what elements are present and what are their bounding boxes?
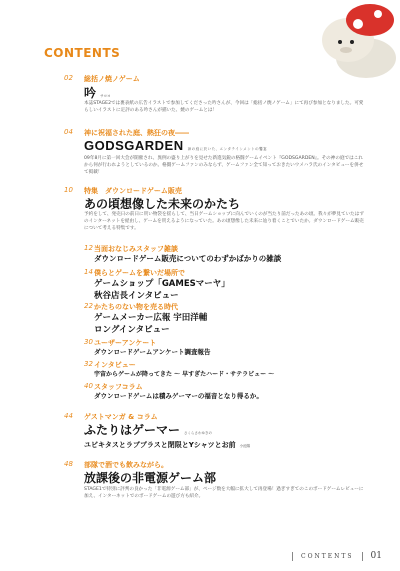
entry-kicker: ユーザーアンケート: [94, 339, 157, 347]
entry-description: 本誌STAGE2では裏表紙の広告イラストで参加してくださった吟さんが、今回は「総括ノ焼ノゲーム」にて再び参加となりました。可愛らしいイラストに定評のある吟さんが描いた、焼のゲームとは！: [84, 101, 364, 113]
footer-page-number: 01: [370, 551, 382, 561]
entry-heading: GODSGARDEN 神の庭に於いた、エンタテインメントの饗宴: [84, 138, 268, 153]
entry-kicker: 部隊で酒でも飲みながら。: [84, 461, 168, 469]
entry-kicker: 総括ノ焼ノゲーム: [84, 75, 140, 83]
page-number: 30: [84, 338, 93, 346]
page-number: 32: [84, 360, 93, 368]
footer-divider: [362, 552, 363, 561]
mascot-illustration: [308, 0, 400, 78]
entry-heading-line2: 秋谷店長インタビュー: [94, 291, 179, 301]
page-number: 40: [84, 382, 93, 390]
page-title: CONTENTS: [44, 46, 121, 60]
footer-label: CONTENTS: [301, 552, 354, 560]
entry-kicker: 神に祝福された庭、熱狂の夜――: [84, 129, 189, 137]
entry-heading: ふたりはゲーマー さくらさわゆきの: [84, 423, 213, 437]
entry-heading: ダウンロードゲームアンケート調査報告: [94, 348, 211, 356]
entry-kicker: 特集 ダウンロードゲーム販売: [84, 187, 182, 195]
entry-heading-line2: ロングインタビュー: [94, 325, 170, 335]
entry-kicker: スタッフコラム: [94, 383, 143, 391]
entry-heading-line2: ユビキタスとラブプラスと閉限とYシャツとお前 小池陽: [84, 441, 251, 449]
page-number: 04: [64, 128, 73, 136]
entry-kicker: かたちのない物を売る時代: [94, 303, 178, 311]
entry-heading: ゲームメーカー広報 宇田洋輔: [94, 313, 208, 323]
entry-description: 予約をして、発売日の前日に買い物袋を揺らして、当日ゲームショップに向んでいくのが当たり前だったあの頃。我々が夢見ていたはずのインターネットを経由し、ゲームを買えるようになっていた。あの頃想像した未来に辿り着くことでいたか。ダウンロードゲーム販売について考える特集です。: [84, 212, 364, 231]
entry-description: STAGE1で特別に評判の良かった「非電源ゲーム部」が、ページ数を大幅に拡大して再登場！過ぎすぎてのこのボードゲームレビューに加え、インターネットでのボードゲームの遊び方も紹介。: [84, 487, 364, 499]
entry-kicker: インタビュー: [94, 361, 136, 369]
entry-heading: 宇宙からゲームが降ってきた 〜 早すぎたハード・サテラビュー 〜: [94, 371, 275, 378]
entry-heading: 吟 サヨヨ: [84, 86, 111, 100]
page-number: 44: [64, 412, 73, 420]
entry-heading: ゲームショップ「GAMESマーヤ」: [94, 279, 230, 289]
entry-kicker: 当面おなじみスタッフ雑談: [94, 245, 178, 253]
page-number: 10: [64, 186, 73, 194]
page-number: 02: [64, 74, 73, 82]
page-number: 14: [84, 268, 93, 276]
entry-heading: ダウンロードゲーム販売についてのわずかばかりの雑談: [94, 254, 282, 263]
entry-heading: 放課後の非電源ゲーム部: [84, 471, 217, 485]
page-number: 48: [64, 460, 73, 468]
entry-kicker: 僕らとゲームを繋いだ場所で: [94, 269, 185, 277]
entry-kicker: ゲストマンガ & コラム: [84, 413, 158, 421]
page-number: 22: [84, 302, 93, 310]
entry-heading: ダウンロードゲームは積みゲーマーの福音となり得るか。: [94, 392, 263, 400]
page-footer: [292, 551, 382, 561]
entry-description: 09年8月に第一回大会が開催され、異例の盛り上がりを見せた新進気鋭の格闘ゲームイベント『GODSGARDEN』。その神の庭ではこれから何が行われようとしているのか。格闘ゲームファンのみならず、ゲームファン全て知っておきたいウメハラ氏のインタビューを併せて掲載！: [84, 156, 364, 175]
page-number: 12: [84, 244, 93, 252]
entry-heading: あの頃想像した未来のかたち: [84, 197, 241, 211]
footer-divider: [292, 552, 293, 561]
